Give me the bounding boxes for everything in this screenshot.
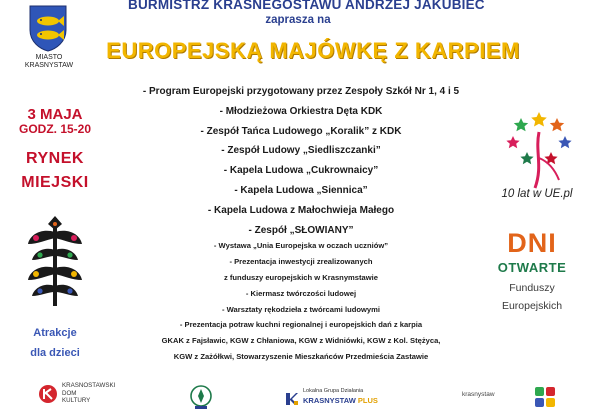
program-item: - Młodzieżowa Orkiestra Dęta KDK xyxy=(219,105,383,117)
folk-cutout-decoration-icon xyxy=(24,214,86,310)
crest-caption-line1: MIASTO xyxy=(35,54,63,61)
kids-attractions-line2: dla dzieci xyxy=(30,347,80,359)
lgd-logo-caption: Lokalna Grupa Działania xyxy=(303,388,364,394)
krasnystaw-crest-icon xyxy=(28,4,68,52)
event-hours: GODZ. 15-20 xyxy=(18,122,92,136)
kdk-logo-line3: KULTURY xyxy=(62,397,91,405)
event-place-line1: RYNEK xyxy=(26,150,84,167)
program-item: - Kapela Ludowa z Małochwieja Małego xyxy=(207,204,395,216)
krasnystaw-brand-icon xyxy=(534,386,556,408)
attraction-item: - Warsztaty rękodzieła z twórcami ludowymi xyxy=(222,304,380,314)
attraction-item: - Prezentacja inwestycji zrealizowanych xyxy=(229,256,373,266)
kids-attractions-line1: Atrakcje xyxy=(33,327,77,339)
association-emblem-icon xyxy=(190,384,212,410)
program-item: - Zespół „SŁOWIANY” xyxy=(248,224,354,236)
event-date: 3 MAJA xyxy=(27,106,83,123)
lgd-logo-plus: PLUS xyxy=(357,396,378,405)
crest-caption xyxy=(14,54,84,70)
kdk-logo-text xyxy=(62,382,115,405)
lgd-logo-icon xyxy=(285,392,299,406)
ten-years-in-eu-logo: 10 lat w UE.pl xyxy=(501,188,573,200)
open-days-logo-europejskich: Europejskich xyxy=(501,300,563,312)
program-list xyxy=(108,82,494,240)
kdk-logo-line2: DOM xyxy=(62,389,77,397)
attraction-item: - Prezentacja potraw kuchni regionalnej i europejskich dań z karpia xyxy=(179,320,423,330)
kdk-logo-line1: KRASNOSTAWSKI xyxy=(62,382,116,389)
attraction-item: GKAK z Fajsławic, KGW z Chłaniowa, KGW z Widniówki, KGW z Kol. Stężyca, xyxy=(161,336,441,346)
crest-caption-line2: KRASNYSTAW xyxy=(24,62,74,69)
program-item: - Zespół Tańca Ludowego „Koralik” z KDK xyxy=(200,125,402,137)
open-days-logo-dni: DNI xyxy=(507,228,557,258)
event-place-line2: MIEJSKI xyxy=(21,174,89,191)
attractions-list xyxy=(108,238,494,365)
lgd-logo-name xyxy=(303,396,378,405)
program-item: - Zespół Ludowy „Siedliszczanki” xyxy=(221,145,381,157)
lgd-logo-krasnystaw: KRASNYSTAW xyxy=(303,396,356,405)
krasnystaw-brand-text: krasnystaw xyxy=(462,391,495,398)
open-days-logo-otwarte: OTWARTE xyxy=(497,260,567,275)
attraction-item: - Kiermasz twórczości ludowej xyxy=(245,288,357,298)
kdk-logo-icon xyxy=(38,384,58,404)
attraction-item: KGW z Zażółkwi, Stowarzyszenie Mieszkańców Przedmieścia Zastawie xyxy=(173,352,429,362)
eu-stars-flower-icon xyxy=(505,108,573,190)
invite-line: zaprasza na xyxy=(265,14,331,26)
attraction-item: z funduszy europejskich w Krasnymstawie xyxy=(223,272,379,282)
attraction-item: - Wystawa „Unia Europejska w oczach uczniów” xyxy=(213,241,389,250)
program-item: - Program Europejski przygotowany przez Zespoły Szkół Nr 1, 4 i 5 xyxy=(142,86,460,97)
program-item: - Kapela Ludowa „Siennica” xyxy=(234,184,368,196)
event-title: EUROPEJSKĄ MAJÓWKĘ Z KARPIEM xyxy=(106,38,520,63)
organizer-line: BURMISTRZ KRASNEGOSTAWU ANDRZEJ JAKUBIEC xyxy=(128,0,485,12)
open-days-logo-funduszy: Funduszy xyxy=(509,282,555,294)
program-item: - Kapela Ludowa „Cukrownaicy” xyxy=(223,165,379,177)
